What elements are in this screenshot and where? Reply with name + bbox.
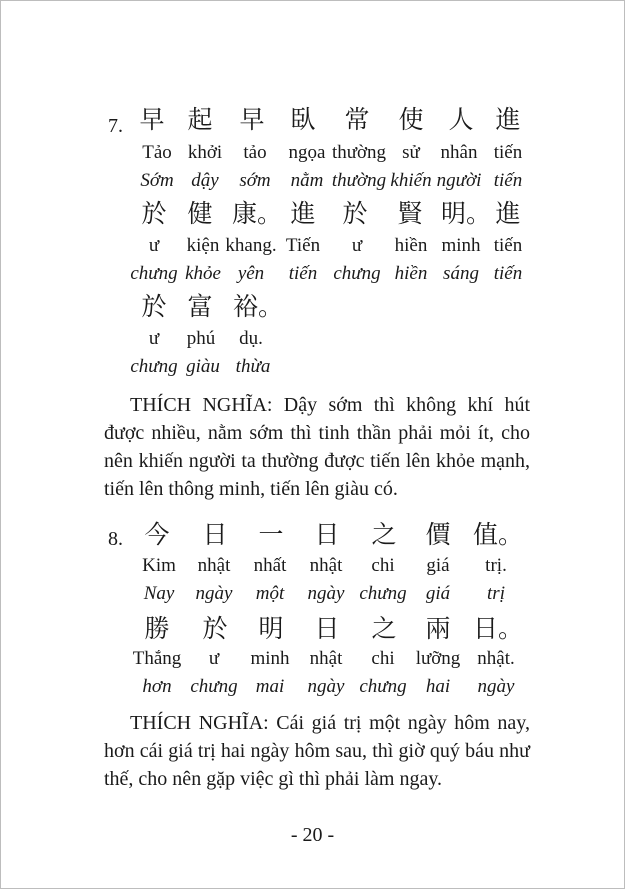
meaning-word: chưng [130, 356, 178, 377]
hanzi-char: 日 [202, 520, 228, 549]
meaning-line [1, 676, 624, 697]
reading-word: minh [250, 648, 290, 669]
reading-word: chi [371, 555, 395, 576]
meaning-line [1, 583, 624, 604]
meaning-word: Nay [143, 583, 175, 604]
hanzi-char: 早 [139, 105, 165, 134]
meaning-word: chưng [359, 676, 407, 697]
reading-line [1, 235, 624, 256]
reading-word: nhật [197, 555, 231, 576]
meaning-word: một [255, 583, 285, 604]
reading-word: ư [148, 235, 160, 256]
reading-word: thường [331, 142, 387, 163]
meaning-word: mai [255, 676, 285, 697]
hanzi-char: 於 [202, 614, 228, 643]
meaning-word: hai [425, 676, 451, 697]
reading-word: nhất [253, 555, 287, 576]
hanzi-char: 康。 [231, 199, 283, 228]
hanzi-char: 一 [258, 520, 284, 549]
reading-word: Thắng [132, 648, 182, 669]
meaning-word: thừa [235, 356, 271, 377]
meaning-word: nằm [290, 170, 324, 191]
reading-word: Tiến [285, 235, 321, 256]
meaning-word: tiến [493, 170, 523, 191]
explanation-paragraph: THÍCH NGHĨA: Cái giá trị một ngày hôm nay, hơn cái giá trị hai ngày hôm sau, thì giờ quý báu như thế, cho nên gặp việc gì thì phải làm ngay. [104, 712, 530, 790]
hanzi-char: 健 [187, 199, 213, 228]
hanzi-char: 兩 [425, 614, 451, 643]
hanzi-line [1, 105, 624, 134]
page-number: - 20 - [290, 824, 335, 846]
reading-word: khởi [187, 142, 223, 163]
reading-line [1, 328, 624, 349]
hanzi-char: 日 [314, 614, 340, 643]
reading-word: hiền [394, 235, 428, 256]
hanzi-char: 價 [425, 520, 451, 549]
hanzi-char: 早 [239, 105, 265, 134]
meaning-word: tiến [288, 263, 318, 284]
hanzi-char: 於 [342, 199, 368, 228]
hanzi-char: 常 [344, 105, 370, 134]
reading-word: ngọa [288, 142, 326, 163]
reading-word: giá [426, 555, 450, 576]
reading-word: lưỡng [415, 648, 461, 669]
hanzi-char: 進 [495, 105, 521, 134]
hanzi-char: 明 [258, 614, 284, 643]
reading-word: Tảo [142, 142, 172, 163]
hanzi-char: 今 [144, 520, 170, 549]
meaning-word: chưng [130, 263, 178, 284]
meaning-word: khiến [390, 170, 432, 191]
meaning-word: chưng [359, 583, 407, 604]
hanzi-char: 日 [314, 520, 340, 549]
meaning-word: ngày [477, 676, 515, 697]
reading-word: nhật [309, 555, 343, 576]
meaning-word: chưng [190, 676, 238, 697]
hanzi-char: 進 [290, 199, 316, 228]
meaning-word: dậy [191, 170, 219, 191]
reading-word: ư [148, 328, 160, 349]
hanzi-line [1, 614, 624, 643]
meaning-word: chưng [333, 263, 381, 284]
reading-word: nhật. [477, 648, 515, 669]
hanzi-char: 賢 [397, 199, 423, 228]
hanzi-char: 使 [398, 105, 424, 134]
hanzi-char: 日。 [472, 614, 524, 643]
hanzi-char: 臥 [290, 105, 316, 134]
hanzi-line [1, 520, 624, 549]
reading-word: ư [351, 235, 363, 256]
hanzi-char: 起 [187, 105, 213, 134]
hanzi-char: 裕。 [232, 292, 284, 321]
meaning-word: sớm [239, 170, 271, 191]
meaning-word: sáng [443, 263, 479, 284]
hanzi-char: 於 [141, 292, 167, 321]
hanzi-line [1, 199, 624, 228]
reading-word: tiến [493, 142, 523, 163]
meaning-word: giàu [186, 356, 220, 377]
meaning-word: trị [487, 583, 505, 604]
meaning-word: Sớm [140, 170, 174, 191]
hanzi-char: 之 [371, 520, 397, 549]
reading-word: dụ. [239, 328, 263, 349]
reading-word: khang. [225, 235, 277, 256]
meaning-word: giá [425, 583, 451, 604]
reading-word: trị. [485, 555, 507, 576]
meaning-word: tiến [493, 263, 523, 284]
reading-word: Kim [142, 555, 176, 576]
hanzi-char: 之 [371, 614, 397, 643]
meaning-word: hơn [142, 676, 172, 697]
meaning-word: khỏe [185, 263, 221, 284]
hanzi-line [1, 292, 624, 321]
hanzi-char: 進 [495, 199, 521, 228]
reading-word: minh [441, 235, 481, 256]
meaning-word: thường [331, 170, 387, 191]
reading-line [1, 648, 624, 669]
reading-word: ư [208, 648, 220, 669]
meaning-word: ngày [307, 676, 345, 697]
hanzi-char: 勝 [144, 614, 170, 643]
reading-word: nhật [309, 648, 343, 669]
explanation-paragraph: THÍCH NGHĨA: Dậy sớm thì không khí hút được nhiều, nằm sớm thì tinh thần phải mỏi ít, cho nên khiến người ta thường được tiến lên khỏe mạnh, tiến lên thông minh, tiến lên giàu có. [104, 394, 530, 500]
reading-word: tiến [493, 235, 523, 256]
reading-word: sử [402, 142, 420, 163]
hanzi-char: 富 [187, 292, 213, 321]
reading-word: kiện [186, 235, 220, 256]
entry-number: 7. [108, 115, 123, 137]
hanzi-char: 明。 [440, 199, 492, 228]
meaning-word: người [436, 170, 482, 191]
meaning-word: yên [237, 263, 265, 284]
meaning-word: ngày [195, 583, 233, 604]
reading-word: tảo [243, 142, 267, 163]
meaning-line [1, 263, 624, 284]
entry-number: 8. [108, 528, 123, 550]
reading-line [1, 142, 624, 163]
meaning-word: hiền [394, 263, 428, 284]
reading-word: nhân [440, 142, 478, 163]
reading-word: chi [371, 648, 395, 669]
meaning-line [1, 170, 624, 191]
hanzi-char: 值。 [472, 520, 524, 549]
reading-line [1, 555, 624, 576]
reading-word: phú [186, 328, 216, 349]
hanzi-char: 於 [141, 199, 167, 228]
meaning-line [1, 356, 624, 377]
hanzi-char: 人 [448, 105, 474, 134]
meaning-word: ngày [307, 583, 345, 604]
